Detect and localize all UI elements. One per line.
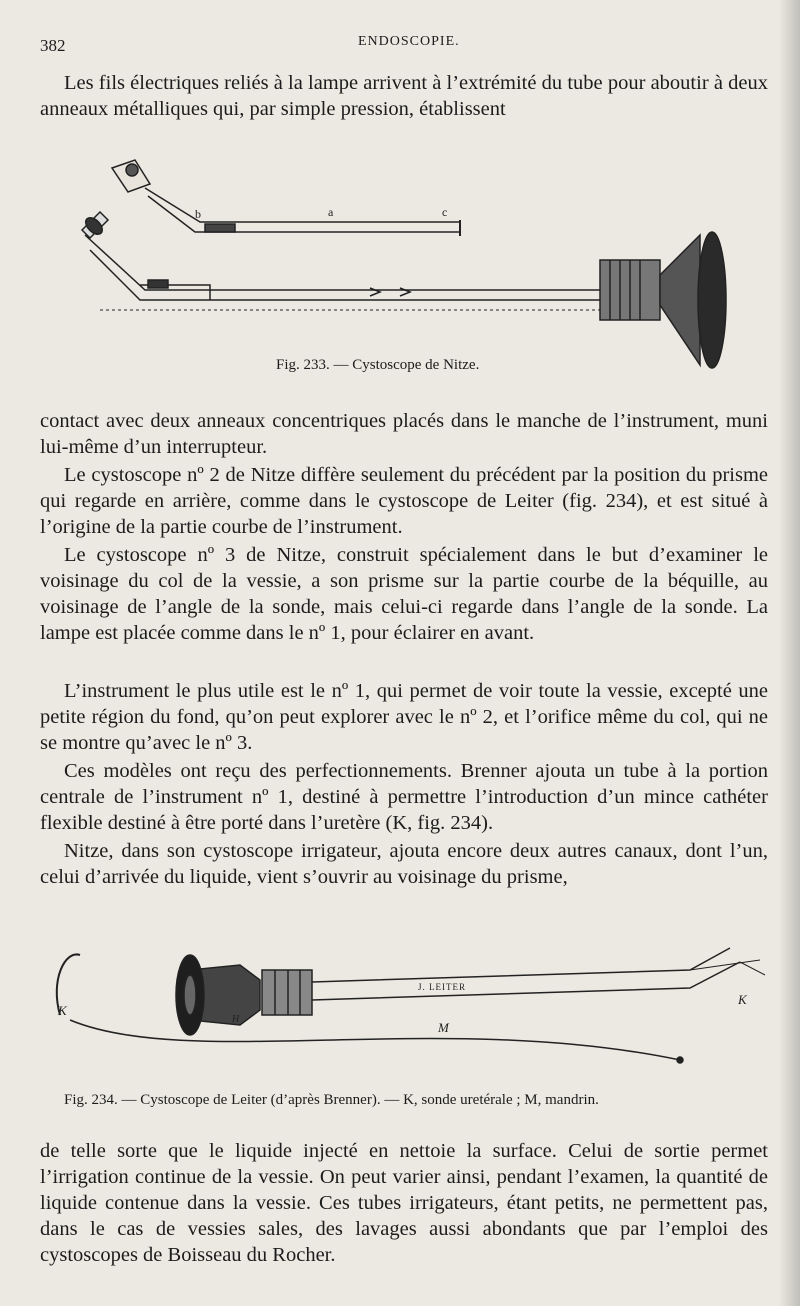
label-k-right: K [738,992,747,1007]
leiter-tube [312,948,740,1000]
mandrin-wire [70,1020,680,1060]
nitze-upper-tube [112,160,460,236]
paragraph-4: Le cystoscope nº 3 de Nitze, construit spécialement dans le but d’examiner le voisinage du col de la vessie, a son prisme sur la partie courbe de la béquille, au voisinage de l’angle de la sonde, mais celui-ci regarde dans l’angle de la sonde. La lampe est placée comme dans le nº 1, pour éclairer en avant. [40,544,768,644]
page-header [40,30,760,54]
label-a: a [328,205,334,219]
figure-234 [40,920,770,1080]
label-h: H [232,1014,240,1025]
nitze-main-tube [82,212,600,310]
nitze-handle [600,232,726,368]
figure-233 [60,140,760,380]
page-edge-shadow [778,0,800,1306]
paragraph-8: de telle sorte que le liquide injecté en nettoie la surface. Celui de sortie permet l’irrigation continue de la vessie. On peut varier ainsi, pendant l’examen, la quantité de liquide contenue dans la vessie. Ces tubes irrigateurs, étant petits, ne permettent pas, dans le cas de vessies sales, des lavages aussi abondants que par l’emploi des cystoscopes de Boisseau du Rocher. [40,1140,768,1266]
figure-234-caption: Fig. 234. — Cystoscope de Leiter (d’après Brenner). — K, sonde uretérale ; M, mandrin. [64,1092,599,1108]
nitze-cystoscope-illustration [60,140,760,380]
paragraph-2: contact avec deux anneaux concentriques placés dans le manche de l’instrument, muni lui-même d’un interrupteur. [40,410,768,458]
engraving-j-leiter: J. LEITER [418,982,466,992]
figure-233-caption: Fig. 233. — Cystoscope de Nitze. [276,357,480,373]
label-b: b [195,207,201,221]
paragraph-3: Le cystoscope nº 2 de Nitze diffère seulement du précédent par la position du prisme qui regarde en arrière, comme dans le cystoscope de Leiter (fig. 234), et est situé à l’origine de la partie courbe de l’instrument. [40,464,768,538]
leiter-cystoscope-illustration [40,920,770,1080]
page-number: 382 [40,36,66,55]
label-k-left: K [58,1003,67,1018]
label-m: M [438,1020,449,1035]
paragraph-1: Les fils électriques reliés à la lampe arrivent à l’extrémité du tube pour aboutir à deux anneaux métalliques qui, par simple pression, établissent [40,72,768,120]
paragraph-5: L’instrument le plus utile est le nº 1, qui permet de voir toute la vessie, excepté une petite région du fond, qu’on peut explorer avec le nº 2, et l’orifice même du col, qui ne se montre qu’avec le nº 3. [40,680,768,754]
label-c: c [442,205,448,219]
running-head: ENDOSCOPIE. [358,34,460,49]
paragraph-6: Ces modèles ont reçu des perfectionnements. Brenner ajouta un tube à la portion centrale de l’instrument nº 1, destiné à permettre l’introduction d’un mince cathéter flexible destiné à être porté dans l’uretère (K, fig. 234). [40,760,768,834]
paragraph-7: Nitze, dans son cystoscope irrigateur, ajouta encore deux autres canaux, dont l’un, celui d’arrivée du liquide, vient s’ouvrir au voisinage du prisme, [40,840,768,888]
